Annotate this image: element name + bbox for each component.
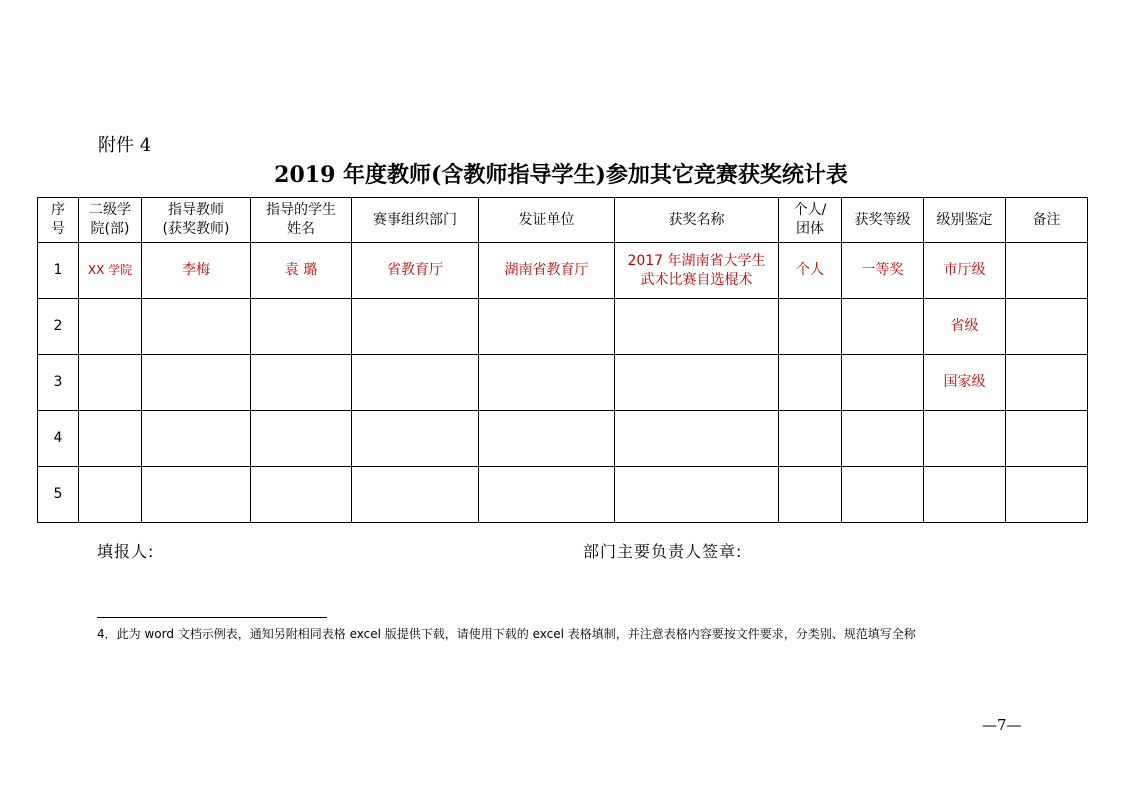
cell-index: 2 — [38, 299, 79, 355]
cell-type — [779, 467, 842, 523]
table-row — [38, 467, 1088, 523]
header-index: 序 号 — [38, 198, 79, 243]
cell-remark — [1006, 355, 1088, 411]
table-header-row — [38, 198, 1088, 243]
cell-college: XX 学院 — [79, 243, 142, 299]
header-student: 指导的学生 姓名 — [251, 198, 352, 243]
cell-teacher — [142, 355, 251, 411]
header-issuer: 发证单位 — [479, 198, 615, 243]
cell-issuer — [479, 299, 615, 355]
header-award-name: 获奖名称 — [615, 198, 779, 243]
cell-student — [251, 467, 352, 523]
cell-college — [79, 299, 142, 355]
cell-index: 1 — [38, 243, 79, 299]
cell-grade — [842, 411, 924, 467]
header-type: 个人/ 团体 — [779, 198, 842, 243]
filler-signature-label: 填报人: — [97, 542, 155, 561]
cell-index: 3 — [38, 355, 79, 411]
cell-student — [251, 411, 352, 467]
cell-teacher — [142, 467, 251, 523]
cell-college — [79, 355, 142, 411]
cell-level — [924, 411, 1006, 467]
header-level: 级别鉴定 — [924, 198, 1006, 243]
header-college: 二级学 院(部) — [79, 198, 142, 243]
cell-award-name — [615, 411, 779, 467]
header-grade: 获奖等级 — [842, 198, 924, 243]
cell-award-name — [615, 355, 779, 411]
cell-organizer — [352, 411, 479, 467]
cell-teacher — [142, 411, 251, 467]
table-row — [38, 299, 1088, 355]
cell-remark — [1006, 467, 1088, 523]
page-title: 2019 年度教师(含教师指导学生)参加其它竞赛获奖统计表 — [274, 162, 848, 188]
cell-index: 5 — [38, 467, 79, 523]
cell-remark — [1006, 299, 1088, 355]
table-row — [38, 243, 1088, 299]
cell-type — [779, 355, 842, 411]
cell-student: 袁 璐 — [251, 243, 352, 299]
cell-award-name — [615, 467, 779, 523]
cell-award-name: 2017 年湖南省大学生 武术比赛自选棍术 — [615, 243, 779, 299]
cell-teacher — [142, 299, 251, 355]
cell-index: 4 — [38, 411, 79, 467]
cell-type: 个人 — [779, 243, 842, 299]
award-statistics-table — [37, 197, 1088, 523]
cell-student — [251, 355, 352, 411]
cell-issuer — [479, 411, 615, 467]
header-teacher: 指导教师 (获奖教师) — [142, 198, 251, 243]
cell-issuer — [479, 355, 615, 411]
footnote-divider — [97, 617, 327, 618]
table-row — [38, 411, 1088, 467]
cell-issuer — [479, 467, 615, 523]
cell-grade — [842, 299, 924, 355]
cell-organizer — [352, 355, 479, 411]
cell-student — [251, 299, 352, 355]
cell-grade — [842, 355, 924, 411]
cell-type — [779, 411, 842, 467]
cell-organizer: 省教育厅 — [352, 243, 479, 299]
cell-remark — [1006, 411, 1088, 467]
header-organizer: 赛事组织部门 — [352, 198, 479, 243]
dept-head-signature-label: 部门主要负责人签章: — [583, 542, 743, 561]
header-remark: 备注 — [1006, 198, 1088, 243]
cell-level — [924, 467, 1006, 523]
cell-remark — [1006, 243, 1088, 299]
cell-college — [79, 411, 142, 467]
page-number: —7— — [982, 716, 1022, 734]
cell-grade: 一等奖 — [842, 243, 924, 299]
cell-type — [779, 299, 842, 355]
cell-organizer — [352, 467, 479, 523]
cell-issuer: 湖南省教育厅 — [479, 243, 615, 299]
attachment-label: 附件 4 — [98, 135, 152, 156]
footnote: 4．此为 word 文档示例表，通知另附相同表格 excel 版提供下载，请使用下载的 excel 表格填制，并注意表格内容要按文件要求，分类别、规范填写全称 — [97, 627, 916, 641]
cell-level: 国家级 — [924, 355, 1006, 411]
cell-grade — [842, 467, 924, 523]
cell-teacher: 李梅 — [142, 243, 251, 299]
cell-college — [79, 467, 142, 523]
table-row — [38, 355, 1088, 411]
cell-level: 省级 — [924, 299, 1006, 355]
cell-organizer — [352, 299, 479, 355]
cell-award-name — [615, 299, 779, 355]
cell-level: 市厅级 — [924, 243, 1006, 299]
